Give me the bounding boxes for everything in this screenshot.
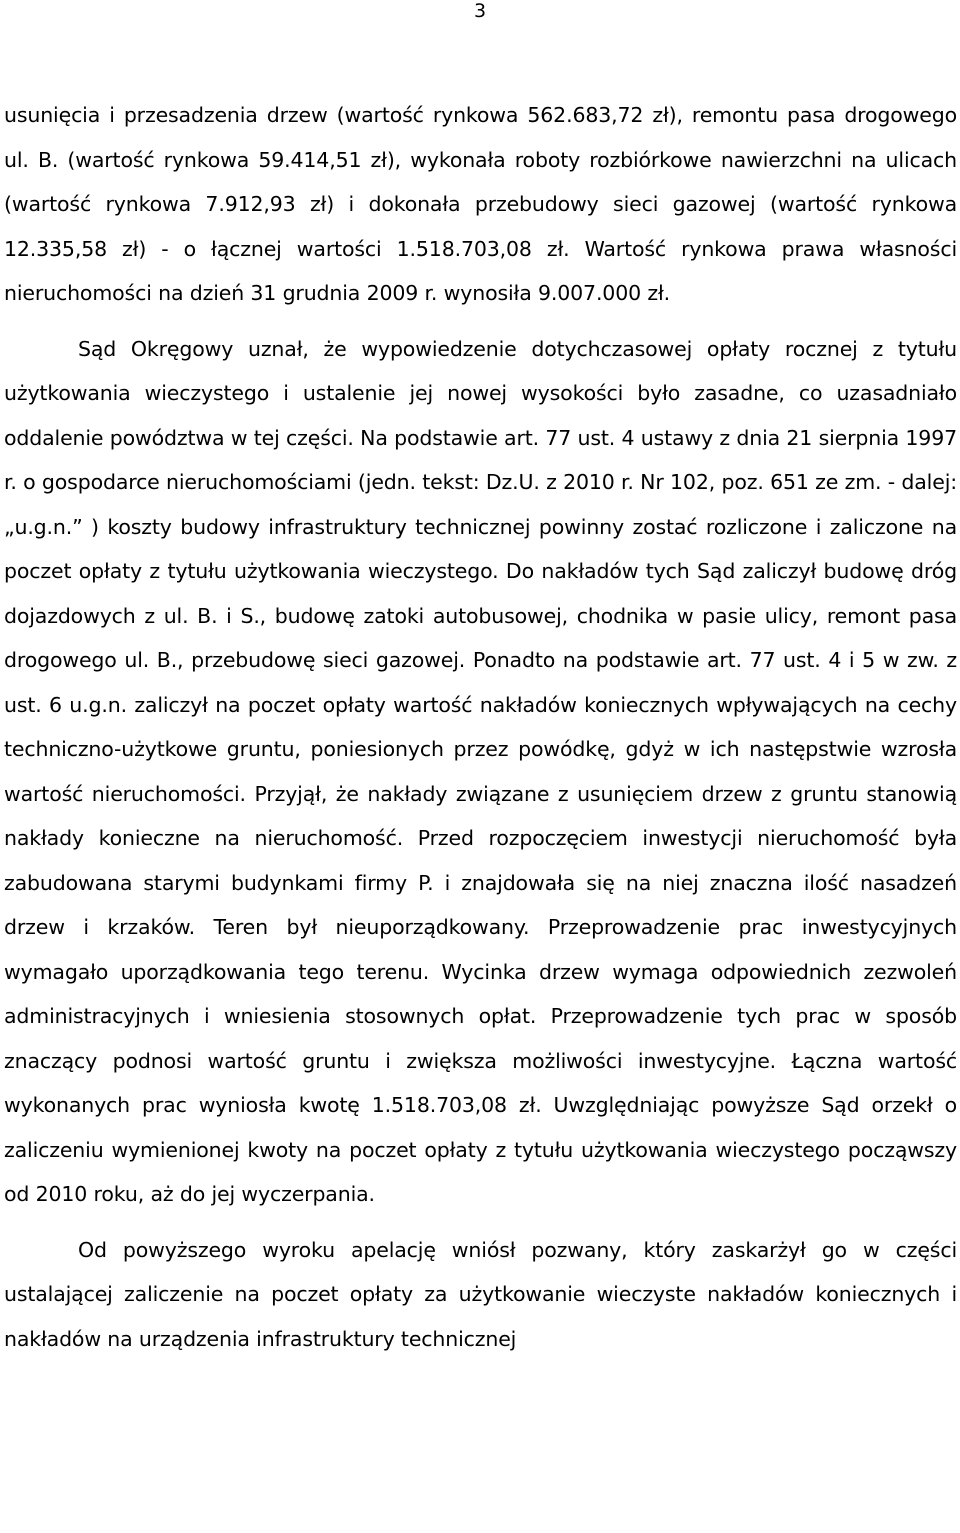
paragraph-2: Sąd Okręgowy uznał, że wypowiedzenie dotychczasowej opłaty rocznej z tytułu użytkowania wieczystego i ustalenie jej nowej wysokości było zasadne, co uzasadniało oddalenie powództwa w tej części. Na podstawie art. 77 ust. 4 ustawy z dnia 21 sierpnia 1997 r. o gospodarce nieruchomościami (jedn. tekst: Dz.U. z 2010 r. Nr 102, poz. 651 ze zm. - dalej: „u.g.n.” ) koszty budowy infrastruktury technicznej powinny zostać rozliczone i zaliczone na poczet opłaty z tytułu użytkowania wieczystego. Do nakładów tych Sąd zaliczył budowę dróg dojazdowych z ul. B. i S., budowę zatoki autobusowej, chodnika w pasie ulicy, remont pasa drogowego ul. B., przebudowę sieci gazowej. Ponadto na podstawie art. 77 ust. 4 i 5 w zw. z ust. 6 u.g.n. zaliczył na poczet opłaty wartość nakładów koniecznych wpływających na cechy techniczno-użytkowe gruntu, poniesionych przez powódkę, gdyż w ich następstwie wzrosła wartość nieruchomości. Przyjął, że nakłady związane z usunięciem drzew z gruntu stanowią nakłady konieczne na nieruchomość. Przed rozpoczęciem inwestycji nieruchomość była zabudowana starymi budynkami firmy P. i znajdowała się na niej znaczna ilość nasadzeń drzew i krzaków. Teren był nieuporządkowany. Przeprowadzenie prac inwestycyjnych wymagało uporządkowania tego terenu. Wycinka drzew wymaga odpowiednich zezwoleń administracyjnych i wniesienia stosownych opłat. Przeprowadzenie tych prac w sposób znaczący podnosi wartość gruntu i zwiększa możliwości inwestycyjne. Łączna wartość wykonanych prac wyniosła kwotę 1.518.703,08 zł. Uwzględniając powyższe Sąd orzekł o zaliczeniu wymienionej kwoty na poczet opłaty z tytułu użytkowania wieczystego począwszy od 2010 roku, aż do jej wyczerpania. [4, 336, 957, 1206]
paragraph-3: Od powyższego wyroku apelację wniósł pozwany, który zaskarżył go w części ustalającej zaliczenie na poczet opłaty za użytkowanie wieczyste nakładów koniecznych i nakładów na urządzenia infrastruktury technicznej [4, 1237, 957, 1351]
page-number: 3 [473, 0, 487, 22]
document-body [4, 93, 957, 1361]
paragraph-1: usunięcia i przesadzenia drzew (wartość rynkowa 562.683,72 zł), remontu pasa drogowego ul. B. (wartość rynkowa 59.414,51 zł), wykonała roboty rozbiórkowe nawierzchni na ulicach (wartość rynkowa 7.912,93 zł) i dokonała przebudowy sieci gazowej (wartość rynkowa 12.335,58 zł) - o łącznej wartości 1.518.703,08 zł. Wartość rynkowa prawa własności nieruchomości na dzień 31 grudnia 2009 r. wynosiła 9.007.000 zł. [4, 103, 957, 305]
